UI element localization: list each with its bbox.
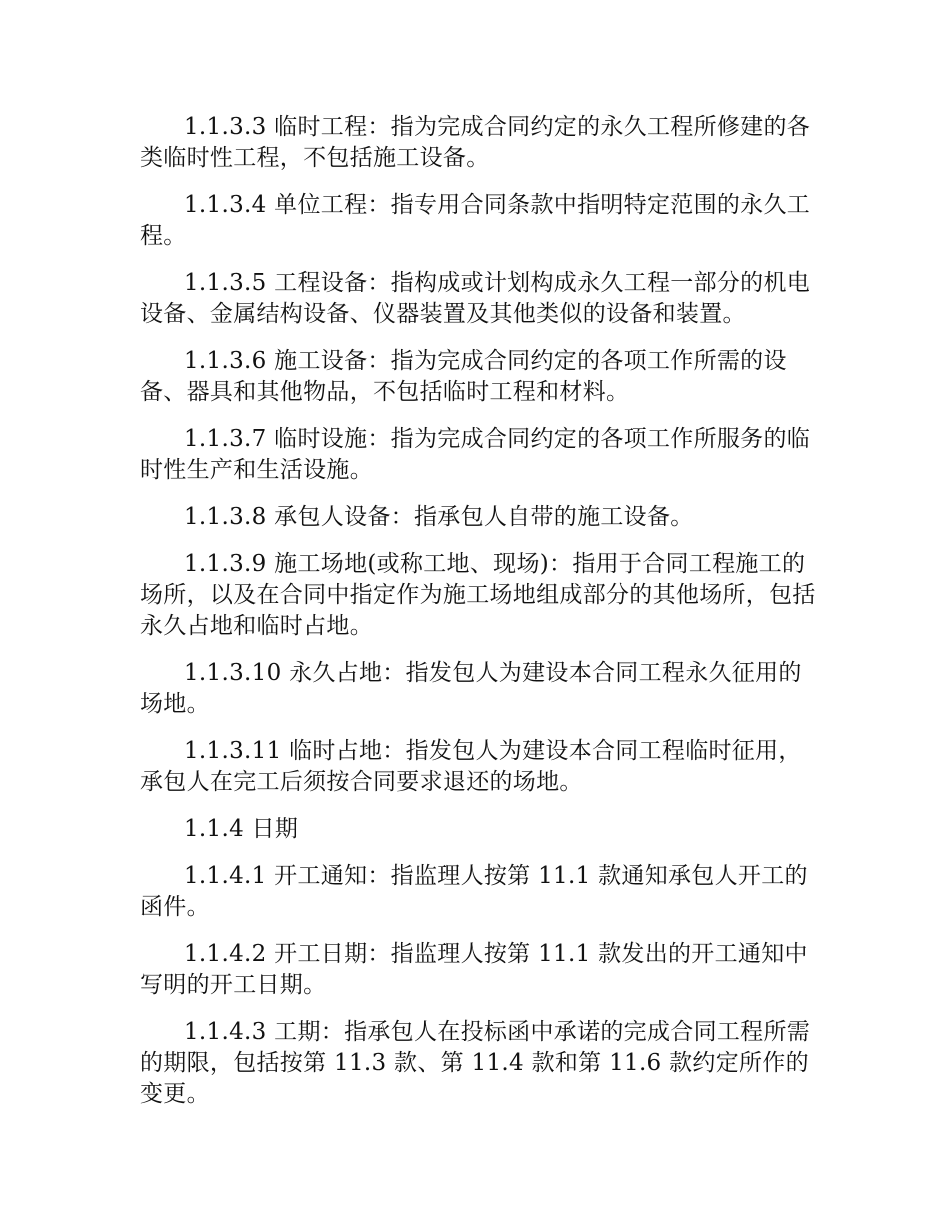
- clause-1-1-3-4: 1.1.3.4 单位工程：指专用合同条款中指明特定范围的永久工程。: [140, 192, 811, 249]
- clause-1-1-3-5: 1.1.3.5 工程设备：指构成或计划构成永久工程一部分的机电设备、金属结构设备、仪器装置及其他类似的设备和装置。: [140, 270, 811, 327]
- clause-1-1-3-10: 1.1.3.10 永久占地：指发包人为建设本合同工程永久征用的场地。: [140, 660, 802, 717]
- clause-1-1-3-11: 1.1.3.11 临时占地：指发包人为建设本合同工程临时征用，承包人在完工后须按合同要求退还的场地。: [140, 738, 802, 795]
- section-heading-1-1-4: 1.1.4 日期: [184, 816, 299, 842]
- document-body: [140, 112, 820, 1126]
- clause-1-1-4-2: 1.1.4.2 开工日期：指监理人按第 11.1 款发出的开工通知中写明的开工日期。: [140, 941, 808, 998]
- clause-1-1-3-8: 1.1.3.8 承包人设备：指承包人自带的施工设备。: [184, 504, 694, 530]
- clause-1-1-3-9: 1.1.3.9 施工场地(或称工地、现场)：指用于合同工程施工的场所，以及在合同中指定作为施工场地组成部分的其他场所，包括永久占地和临时占地。: [140, 551, 816, 639]
- clause-1-1-3-7: 1.1.3.7 临时设施：指为完成合同约定的各项工作所服务的临时性生产和生活设施。: [140, 426, 811, 483]
- clause-1-1-3-6: 1.1.3.6 施工设备：指为完成合同约定的各项工作所需的设备、器具和其他物品，不包括临时工程和材料。: [140, 348, 787, 405]
- clause-1-1-4-1: 1.1.4.1 开工通知：指监理人按第 11.1 款通知承包人开工的函件。: [140, 863, 808, 920]
- clause-1-1-3-3: 1.1.3.3 临时工程：指为完成合同约定的永久工程所修建的各类临时性工程，不包括施工设备。: [140, 114, 811, 171]
- clause-1-1-4-3: 1.1.4.3 工期：指承包人在投标函中承诺的完成合同工程所需的期限，包括按第 11.3 款、第 11.4 款和第 11.6 款约定所作的变更。: [140, 1019, 811, 1107]
